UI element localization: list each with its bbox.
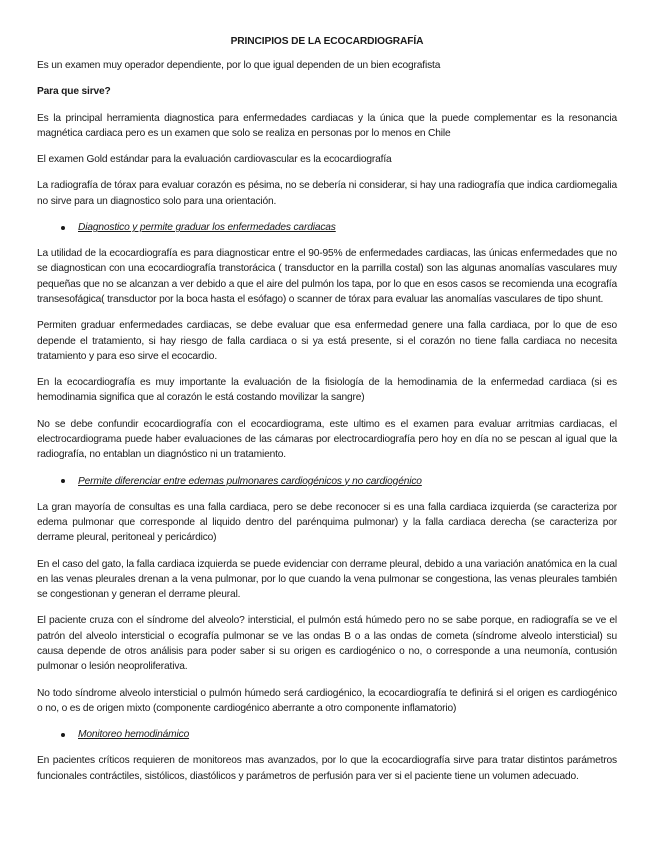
paragraph: No se debe confundir ecocardiografía con el ecocardiograma, este ultimo es el examen para evaluar arritmias cardiacas, el electrocardiograma puede haber evaluaciones de las cámaras por electrocardiografía pero hoy en día no se pescan al igual que la radiografía, no entablan un diagnóstico ni un tratamiento. [37, 418, 617, 461]
section-heading: Para que sirve? [37, 86, 111, 98]
paragraph: Es un examen muy operador dependiente, por lo que igual dependen de un bien ecografista [37, 60, 441, 71]
document-title: PRINCIPIOS DE LA ECOCARDIOGRAFÍA [230, 36, 424, 47]
paragraph: En el caso del gato, la falla cardiaca izquierda se puede evidenciar con derrame pleural, debido a una variación anatómica en la cual en las venas pleurales drenan a la vena pulmonar, por lo que cuando la vena pulmonar se congestiona, las venas pleurales también se congestionan y generan el derrame pleural. [37, 558, 617, 601]
paragraph: En pacientes críticos requieren de monitoreos mas avanzados, por lo que la ecocardiografía sirve para tratar distintos parámetros funcionales contráctiles, sistólicos, diastólicos y parámetros de perfusión para ver si el paciente tiene un volumen adecuado. [37, 755, 617, 782]
bullet-item [37, 220, 617, 235]
paragraph: El paciente cruza con el síndrome del alveolo? intersticial, el pulmón está húmedo pero no se sabe porque, en radiografía se ve el patrón del alveolo intersticial o ecografía pulmonar se ve las ondas B o a las ondas de cometa (síndrome alveolo intersticial) su causa depende de otros análisis para poder saber si su origen es cardiogénico o no, o corresponde a una neumonía, contusión pulmonar o lesión neoproliferativa. [37, 615, 617, 673]
bullet-icon [61, 479, 65, 483]
paragraph: La utilidad de la ecocardiografía es para diagnosticar entre el 90-95% de enfermedades cardiacas, las únicas enfermedades que no se diagnostican con una ecocardiografía transtorácica ( transductor en la parrilla costal) son las algunas anomalías vasculares muy pequeñas que no se alcanzan a ver debido a que el aire del pulmón los tapa, por lo que en esos casos se recomienda una ecografía transesofágica( transductor por la boca hasta el esófago) o scanner de tórax para evaluar las anomalías vasculares de tipo shunt. [37, 248, 617, 305]
bullet-text: Diagnostico y permite graduar los enfermedades cardiacas [78, 222, 336, 234]
bullet-icon [61, 226, 65, 230]
document-page [37, 36, 617, 795]
paragraph: Permiten graduar enfermedades cardiacas, se debe evaluar que esa enfermedad genere una falla cardiaca, por lo que de eso depende el tratamiento, si hay riesgo de falla cardiaca o si ya está presente, si el corazón no tiene falla cardiaca no necesita tratamiento y para eso sirve el ecocardio. [37, 320, 617, 362]
bullet-item [37, 727, 617, 742]
paragraph: En la ecocardiografía es muy importante la evaluación de la fisiología de la hemodinamia de la enfermedad cardiaca (si es hemodinamia significa que al corazón le está costando movilizar la sangre) [37, 377, 617, 404]
bullet-text: Monitoreo hemodinámico [78, 729, 190, 741]
bullet-text: Permite diferenciar entre edemas pulmonares cardiogénicos y no cardiogénico [78, 475, 422, 487]
paragraph: No todo síndrome alveolo intersticial o pulmón húmedo será cardiogénico, la ecocardiografía te definirá si el origen es cardiogénico o no, o es de origen mixto (componente cardiogénico aberrante a otro componente inflamatorio) [37, 687, 617, 714]
paragraph: La gran mayoría de consultas es una falla cardiaca, pero se debe reconocer si es una falla cardiaca izquierda (se caracteriza por edema pulmonar que corresponde al liquido dentro del parénquima pulmonar) y la falla cardiaca derecha (se caracteriza por derrame pleural, peritoneal y pericárdico) [37, 501, 617, 544]
paragraph: La radiografía de tórax para evaluar corazón es pésima, no se debería ni considerar, si hay una radiografía que indica cardiomegalia no sirve para un diagnostico solo para una orientación. [37, 180, 617, 207]
bullet-item [37, 474, 617, 489]
paragraph: Es la principal herramienta diagnostica para enfermedades cardiacas y la única que la puede complementar es la resonancia magnética cardiaca pero es un examen que solo se realiza en personas por lo menos en Chile [37, 112, 617, 139]
paragraph: El examen Gold estándar para la evaluación cardiovascular es la ecocardiografía [37, 154, 392, 166]
bullet-icon [61, 733, 65, 737]
